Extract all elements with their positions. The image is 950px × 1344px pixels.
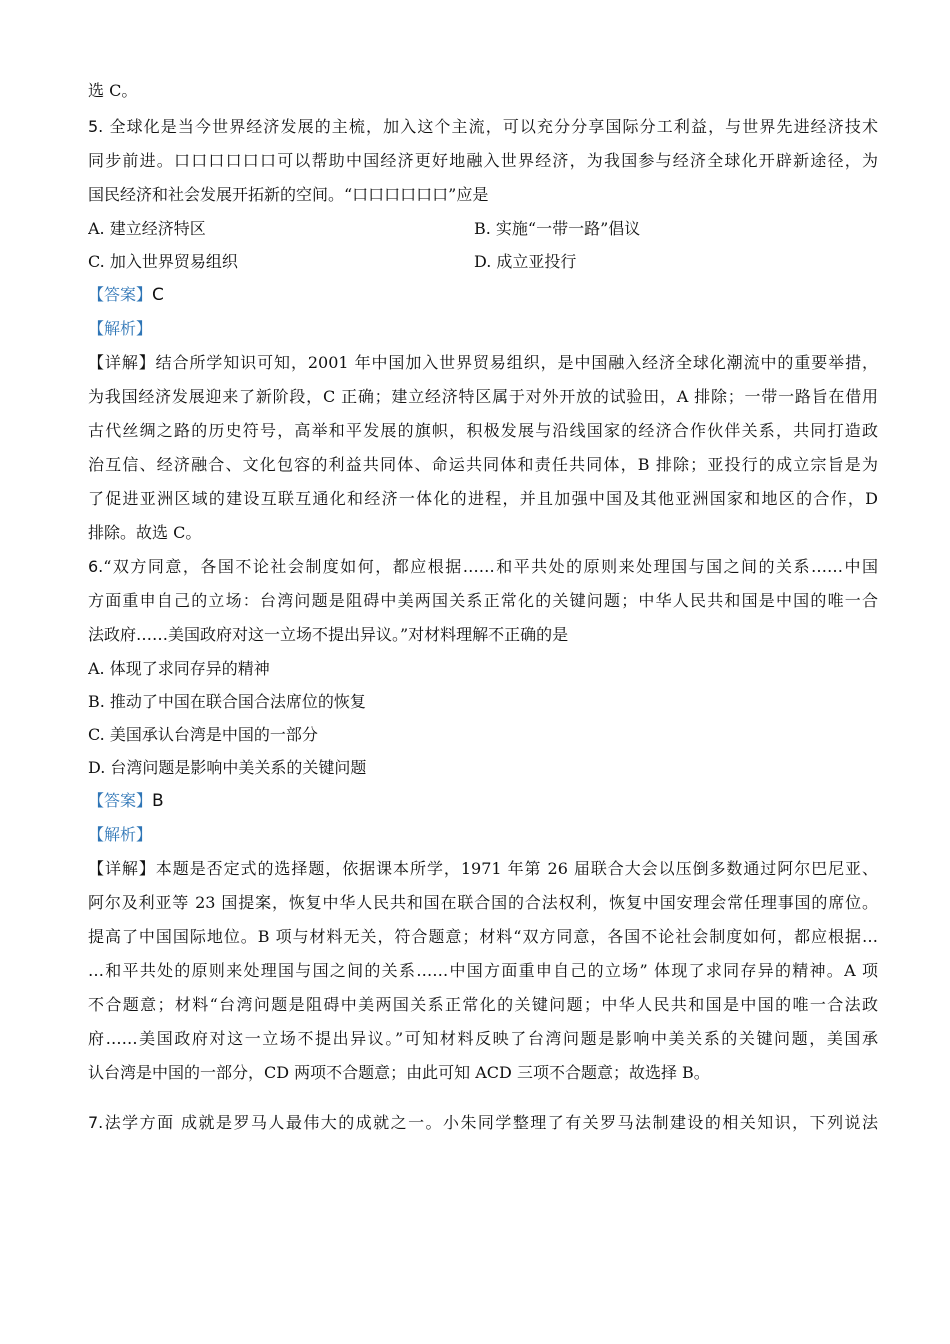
q6-stem-line-3: 法政府……美国政府对这一立场不提出异议。”对材料理解不正确的是 (88, 625, 569, 644)
q6-detail-line-5: 不合题意；材料“台湾问题是阻碍中美两国关系正常化的关键问题；中华人民共和国是中国的唯一合法政 (88, 995, 878, 1014)
q5-answer (88, 278, 878, 312)
question-6 (88, 550, 878, 1090)
q5-options-row-1 (88, 212, 878, 245)
q6-detail-line-2: 阿尔及利亚等 23 国提案，恢复中华人民共和国在联合国的合法权利，恢复中国安理会常任理事国的席位。 (88, 893, 878, 912)
q5-detail-line-2: 为我国经济发展迎来了新阶段，C 正确；建立经济特区属于对外开放的试验田，A 排除；一带一路旨在借用 (88, 387, 878, 406)
q6-option-b: B. 推动了中国在联合国合法席位的恢复 (88, 692, 366, 711)
previous-answer-tail: 选 C。 (88, 81, 138, 100)
q6-option-a: A. 体现了求同存异的精神 (88, 659, 270, 678)
q5-stem-line-3: 国民经济和社会发展开拓新的空间。“口口口口口口”应是 (88, 185, 489, 204)
q5-option-a: A. 建立经济特区 (88, 219, 206, 238)
q6-detail-line-6: 府……美国政府对这一立场不提出异议。”可知材料反映了台湾问题是影响中美关系的关键问题，美国承 (88, 1029, 878, 1048)
q5-detail-line-5: 了促进亚洲区域的建设互联互通化和经济一体化的进程，并且加强中国及其他亚洲国家和地区的合作，D (88, 489, 878, 508)
q5-stem-line-1: 5. 全球化是当今世界经济发展的主梳，加入这个主流，可以充分分享国际分工利益，与世界先进经济技术 (88, 117, 878, 136)
q6-detail-tag: 【详解】 (88, 859, 156, 878)
q6-detail-line-3: 提高了中国国际地位。B 项与材料无关，符合题意；材料“双方同意，各国不论社会制度如何，都应根据… (88, 927, 878, 946)
q6-detail-line-7: 认台湾是中国的一部分，CD 两项不合题意；由此可知 ACD 三项不合题意；故选择 B。 (88, 1063, 710, 1082)
q5-detail-line-4: 治互信、经济融合、文化包容的利益共同体、命运共同体和责任共同体，B 排除；亚投行的成立宗旨是为 (88, 455, 878, 474)
q6-stem-line-1: 6.“双方同意，各国不论社会制度如何，都应根据……和平共处的原则来处理国与国之间的关系……中国 (88, 557, 878, 576)
q5-answer-value: C (152, 285, 164, 305)
q5-detail-line-1: 【详解】结合所学知识可知，2001 年中国加入世界贸易组织，是中国融入经济全球化潮流中的重要举措， (88, 353, 878, 372)
q6-answer-tag: 【答案】 (88, 791, 153, 810)
q5-analysis-tag: 【解析】 (88, 319, 153, 338)
q5-options-row-2 (88, 245, 878, 278)
q5-detail-line-3: 古代丝绸之路的历史符号，高举和平发展的旗帜，积极发展与沿线国家的经济合作伙伴关系，共同打造政 (88, 421, 878, 440)
q6-answer-value: B (152, 791, 164, 811)
q5-detail-tag: 【详解】 (88, 353, 156, 372)
q6-number: 6. (88, 557, 104, 576)
q5-option-d: D. 成立亚投行 (474, 252, 577, 271)
q5-stem-line-2: 同步前进。口口口口口口可以帮助中国经济更好地融入世界经济，为我国参与经济全球化开辟新途径，为 (88, 151, 878, 170)
q6-detail-line-1: 【详解】本题是否定式的选择题，依据课本所学，1971 年第 26 届联合大会以压倒多数通过阿尔巴尼亚、 (88, 859, 878, 878)
q6-option-c: C. 美国承认台湾是中国的一部分 (88, 725, 318, 744)
q6-answer (88, 784, 878, 818)
question-7 (88, 1106, 878, 1140)
q5-option-b: B. 实施“一带一路”倡议 (474, 219, 641, 238)
q6-detail-line-4: …和平共处的原则来处理国与国之间的关系……中国方面重申自己的立场” 体现了求同存异的精神。A 项 (88, 961, 878, 980)
q6-option-d: D. 台湾问题是影响中美关系的关键问题 (88, 758, 367, 777)
q6-analysis-tag: 【解析】 (88, 825, 153, 844)
q7-stem-line-1: 7.法学方面 成就是罗马人最伟大的成就之一。小朱同学整理了有关罗马法制建设的相关知识，下列说法 (88, 1113, 878, 1132)
q5-option-c: C. 加入世界贸易组织 (88, 252, 238, 271)
q6-stem-line-2: 方面重申自己的立场：台湾问题是阻碍中美两国关系正常化的关键问题；中华人民共和国是中国的唯一合 (88, 591, 878, 610)
q5-answer-tag: 【答案】 (88, 285, 153, 304)
q5-detail-line-6: 排除。故选 C。 (88, 523, 202, 542)
document-page (88, 72, 878, 1140)
question-5 (88, 110, 878, 550)
q5-number: 5. (88, 117, 104, 136)
q7-number: 7. (88, 1113, 104, 1132)
